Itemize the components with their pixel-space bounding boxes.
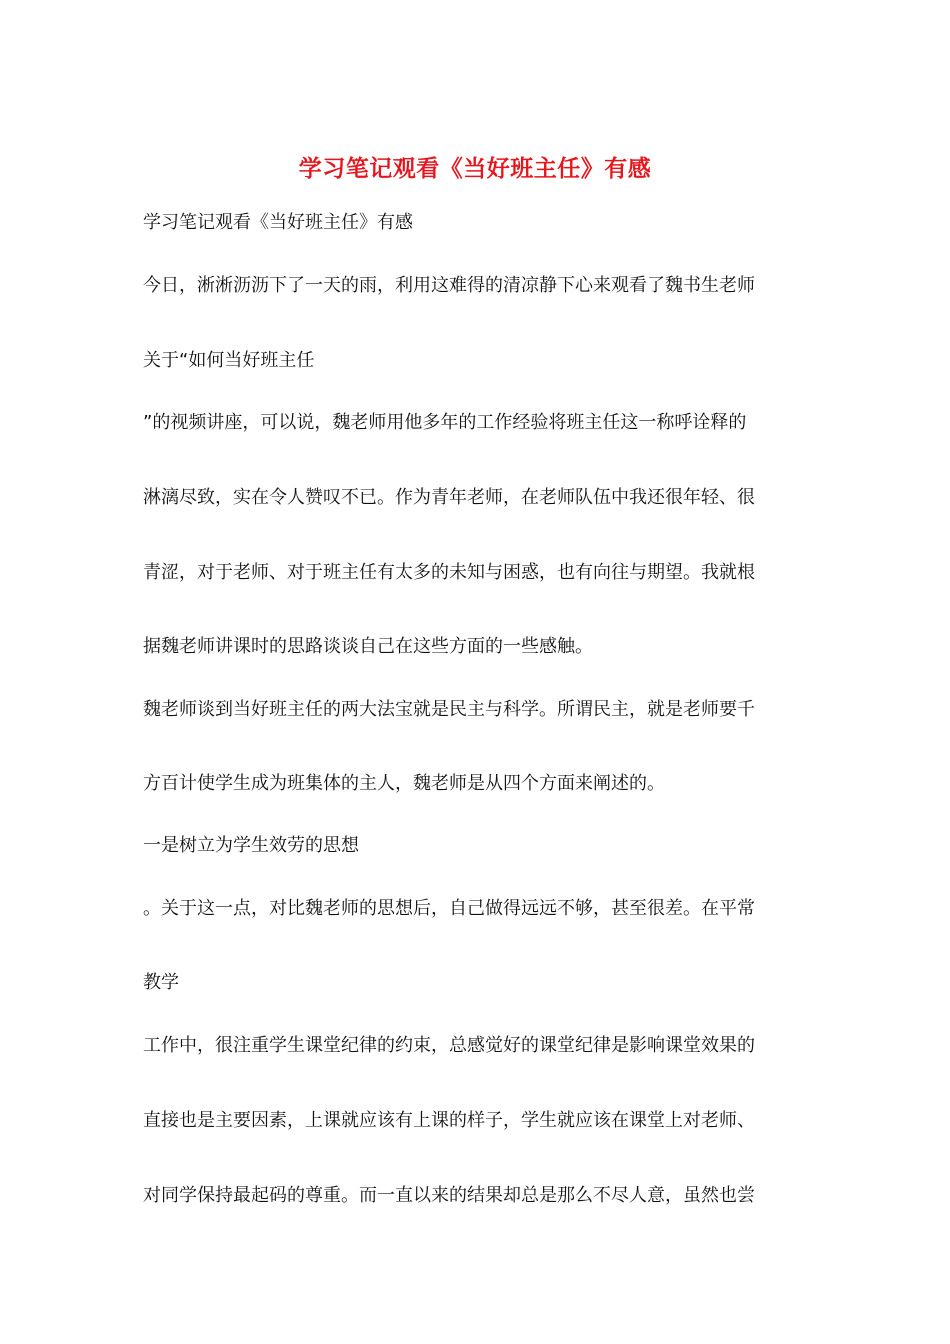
text-line: 方百计使学生成为班集体的主人，魏老师是从四个方面来阐述的。 [143,773,665,794]
text-line: 教学 [143,972,179,993]
text-line: 关于“如何当好班主任 [143,350,315,371]
text-line: 淋漓尽致，实在令人赞叹不已。作为青年老师，在老师队伍中我还很年轻、很 [143,487,755,508]
text-line: ”的视频讲座，可以说，魏老师用他多年的工作经验将班主任这一称呼诠释的 [143,412,747,433]
text-line: 据魏老师讲课时的思路谈谈自己在这些方面的一些感触。 [143,636,593,657]
text-line: 青涩，对于老师、对于班主任有太多的未知与困惑，也有向往与期望。我就根 [143,562,755,583]
text-line: 直接也是主要因素，上课就应该有上课的样子，学生就应该在课堂上对老师、 [143,1110,755,1131]
document-title: 学习笔记观看《当好班主任》有感 [298,155,652,182]
text-line: 魏老师谈到当好班主任的两大法宝就是民主与科学。所谓民主，就是老师要千 [143,699,755,720]
text-line: 一是树立为学生效劳的思想 [143,835,359,856]
document-subtitle: 学习笔记观看《当好班主任》有感 [143,212,413,233]
text-line: 。关于这一点，对比魏老师的思想后，自己做得远远不够，甚至很差。在平常 [143,898,755,919]
text-line: 今日，淅淅沥沥下了一天的雨，利用这难得的清凉静下心来观看了魏书生老师 [143,275,755,296]
text-line: 对同学保持最起码的尊重。而一直以来的结果却总是那么不尽人意，虽然也尝 [143,1185,755,1206]
text-line: 工作中，很注重学生课堂纪律的约束，总感觉好的课堂纪律是影响课堂效果的 [143,1035,755,1056]
